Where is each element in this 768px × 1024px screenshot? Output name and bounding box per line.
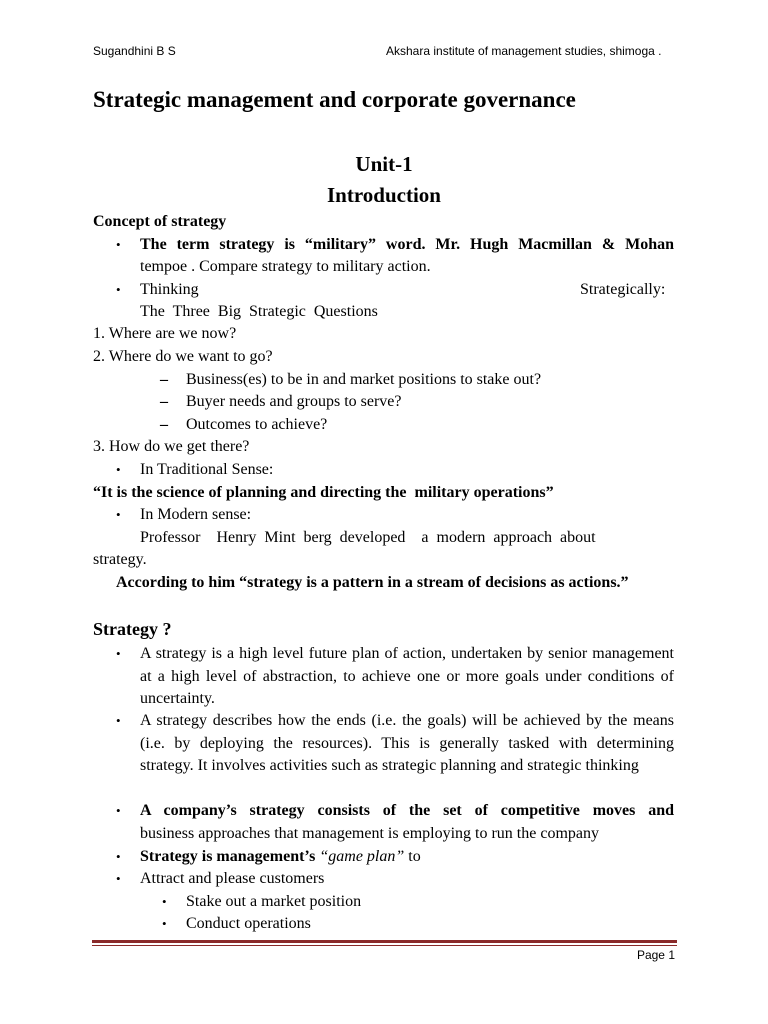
traditional-quote: “It is the science of planning and directing the military operations” <box>93 484 554 501</box>
strategy-sub-item: Stake out a market position <box>186 893 362 910</box>
strategy-heading: Strategy ? <box>93 619 172 639</box>
footer-rule-thin <box>92 945 677 946</box>
chapter-heading: Introduction <box>327 183 441 207</box>
bullet-icon: • <box>116 507 121 522</box>
strategy-bullet-3-line-2: business approaches that management is employing to run the company <box>140 825 599 842</box>
modern-bullet: In Modern sense: <box>140 506 252 523</box>
question-1: 1. Where are we now? <box>93 325 237 342</box>
bullet-icon: • <box>116 803 121 818</box>
question-2-sub-item: Business(es) to be in and market positions to stake out? <box>186 371 542 388</box>
modern-line-2: strategy. <box>93 551 147 568</box>
question-2-sub-item: Outcomes to achieve? <box>186 416 328 433</box>
bullet-icon: • <box>116 646 121 661</box>
bullet-icon: • <box>116 871 121 886</box>
strategy-bullet-5: Attract and please customers <box>140 870 325 887</box>
modern-according: According to him “strategy is a pattern in a stream of decisions as actions.” <box>116 574 629 591</box>
header-institute: Akshara institute of management studies, shimoga . <box>386 44 662 58</box>
dash-icon: – <box>160 393 168 410</box>
header-author: Sugandhini B S <box>93 44 176 58</box>
dash-icon: – <box>160 371 168 388</box>
concept-heading: Concept of strategy <box>93 213 227 230</box>
concept-bullet-2-line-2: The Three Big Strategic Questions <box>140 303 378 320</box>
bullet-icon: • <box>162 916 167 931</box>
bullet-icon: • <box>116 282 121 297</box>
bullet-icon: • <box>116 849 121 864</box>
strategy-bullet-4 <box>140 846 421 868</box>
bullet-icon: • <box>116 462 121 477</box>
strategy-bullet-4-bold: Strategy is management’s <box>140 848 316 865</box>
concept-bullet-1-line-2: tempoe . Compare strategy to military action. <box>140 258 431 275</box>
footer-rule <box>92 940 677 943</box>
concept-bullet-1-line-1: The term strategy is “military” word. Mr. Hugh Macmillan & Mohan <box>140 236 674 253</box>
dash-icon: – <box>160 416 168 433</box>
strategy-bullet-2: A strategy describes how the ends (i.e. the goals) will be achieved by the means (i.e. by deploying the resources). This is generally tasked with determining strategy. It involves activities such as strategic planning and strategic thinking <box>140 712 674 775</box>
bullet-icon: • <box>116 237 121 252</box>
question-3: 3. How do we get there? <box>93 438 250 455</box>
unit-heading: Unit-1 <box>355 152 413 176</box>
strategy-bullet-1: A strategy is a high level future plan of action, undertaken by senior management at a high level of abstraction, to achieve one or more goals under conditions of uncertainty. <box>140 645 674 708</box>
strategy-sub-item: Conduct operations <box>186 915 311 932</box>
question-2: 2. Where do we want to go? <box>93 348 273 365</box>
bullet-icon: • <box>162 894 167 909</box>
question-2-sub-item: Buyer needs and groups to serve? <box>186 393 402 410</box>
strategy-bullet-4-end: to <box>404 848 421 865</box>
document-title: Strategic management and corporate governance <box>93 87 576 112</box>
modern-line-1: Professor Henry Mint berg developed a modern approach about <box>140 529 596 546</box>
strategy-bullet-4-italic: “game plan” <box>319 848 405 865</box>
concept-bullet-2-left: Thinking <box>140 281 199 298</box>
bullet-icon: • <box>116 713 121 728</box>
traditional-bullet: In Traditional Sense: <box>140 461 274 478</box>
concept-bullet-2-right: Strategically: <box>580 281 666 298</box>
strategy-bullet-3-line-1: A company’s strategy consists of the set of competitive moves and <box>140 802 674 819</box>
page-number: Page 1 <box>636 948 675 962</box>
